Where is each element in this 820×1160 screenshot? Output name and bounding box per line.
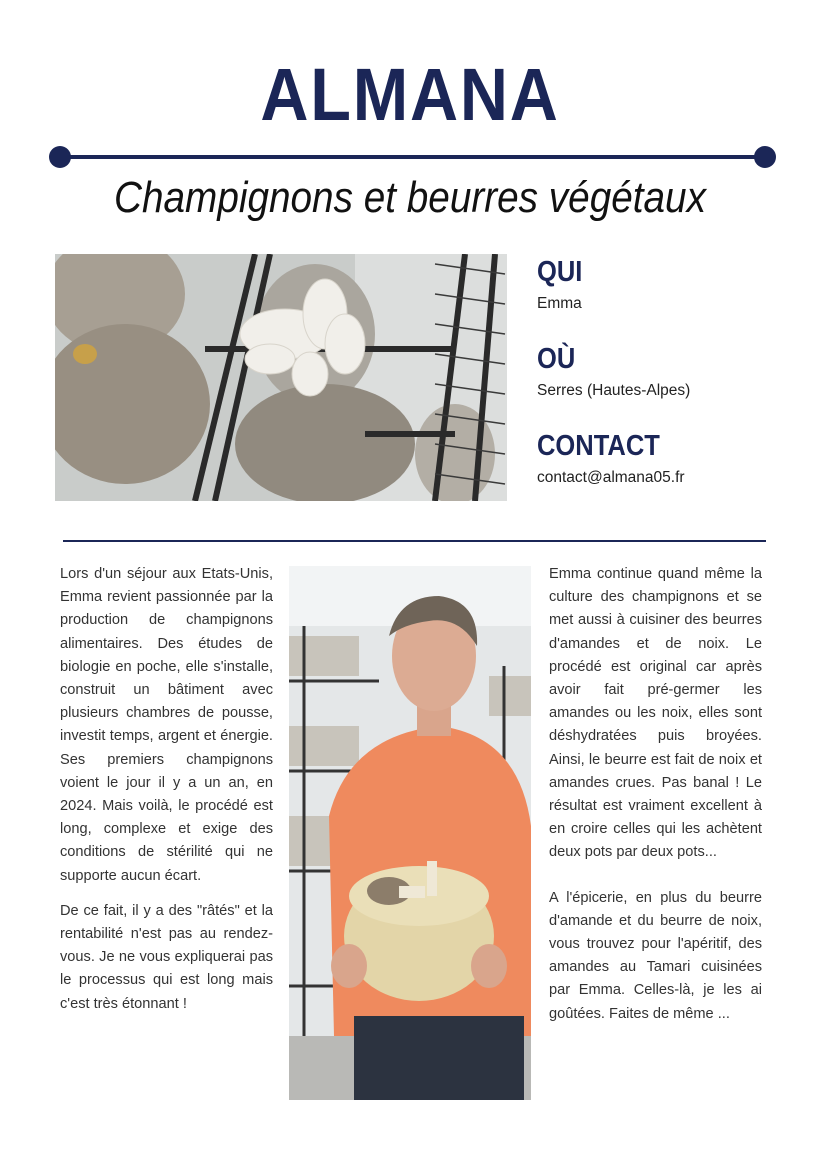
contact-label: CONTACT xyxy=(537,430,660,462)
article-paragraph: Emma continue quand même la culture des champignons et se met aussi à cuisiner des beurres d'amandes et de noix. Le procédé est original car après avoir fait pré-germer les amandes ou les noix, elles sont déshydratées puis broyées. Ainsi, le beurre est fait de noix et amandes crues. Pas banal ! Le résultat est vraiment excellent à en croire celles qui les achètent deux pots par deux pots... xyxy=(549,566,762,861)
mushroom-rack-illustration xyxy=(55,254,507,501)
emma-illustration xyxy=(289,566,531,1100)
contact-email[interactable]: contact@almana05.fr xyxy=(537,469,685,486)
article-paragraph: Lors d'un séjour aux Etats-Unis, Emma revient passionnée par la production de champignons alimentaires. Des études de biologie en poche, elle s'installe, construit un bâtiment avec plusieurs chambres de pousse, investit temps, argent et énergie. Ses premiers champignons voient le jour il y a un an, en 2024. Mais voilà, le procédé est long, complexe et exige des conditions de stérilité qui ne supporte aucun écart. xyxy=(60,566,273,884)
section-divider xyxy=(63,540,766,542)
qui-value: Emma xyxy=(537,295,582,312)
title-divider xyxy=(60,155,765,159)
divider-dot-left xyxy=(49,146,71,168)
qui-label: QUI xyxy=(537,256,583,288)
article-column-right xyxy=(549,563,762,1026)
mushroom-rack-photo xyxy=(55,254,507,501)
article-paragraph: De ce fait, il y a des "râtés" et la rentabilité n'est pas au rendez-vous. Je ne vous expliquerai pas le processus qui est long mais c'est très étonnant ! xyxy=(60,902,273,1012)
emma-portrait-photo xyxy=(289,566,531,1100)
divider-dot-right xyxy=(754,146,776,168)
ou-label: OÙ xyxy=(537,343,576,375)
article-column-left xyxy=(60,563,273,1016)
ou-value: Serres (Hautes-Alpes) xyxy=(537,382,691,399)
article-paragraph: A l'épicerie, en plus du beurre d'amande et du beurre de noix, vous trouvez pour l'apéritif, des amandes au Tamari cuisinées par Emma. Celles-là, je les ai goûtées. Faites de même ... xyxy=(549,889,762,1022)
page-subtitle: Champignons et beurres végétaux xyxy=(114,173,706,222)
page-title: ALMANA xyxy=(260,53,560,136)
